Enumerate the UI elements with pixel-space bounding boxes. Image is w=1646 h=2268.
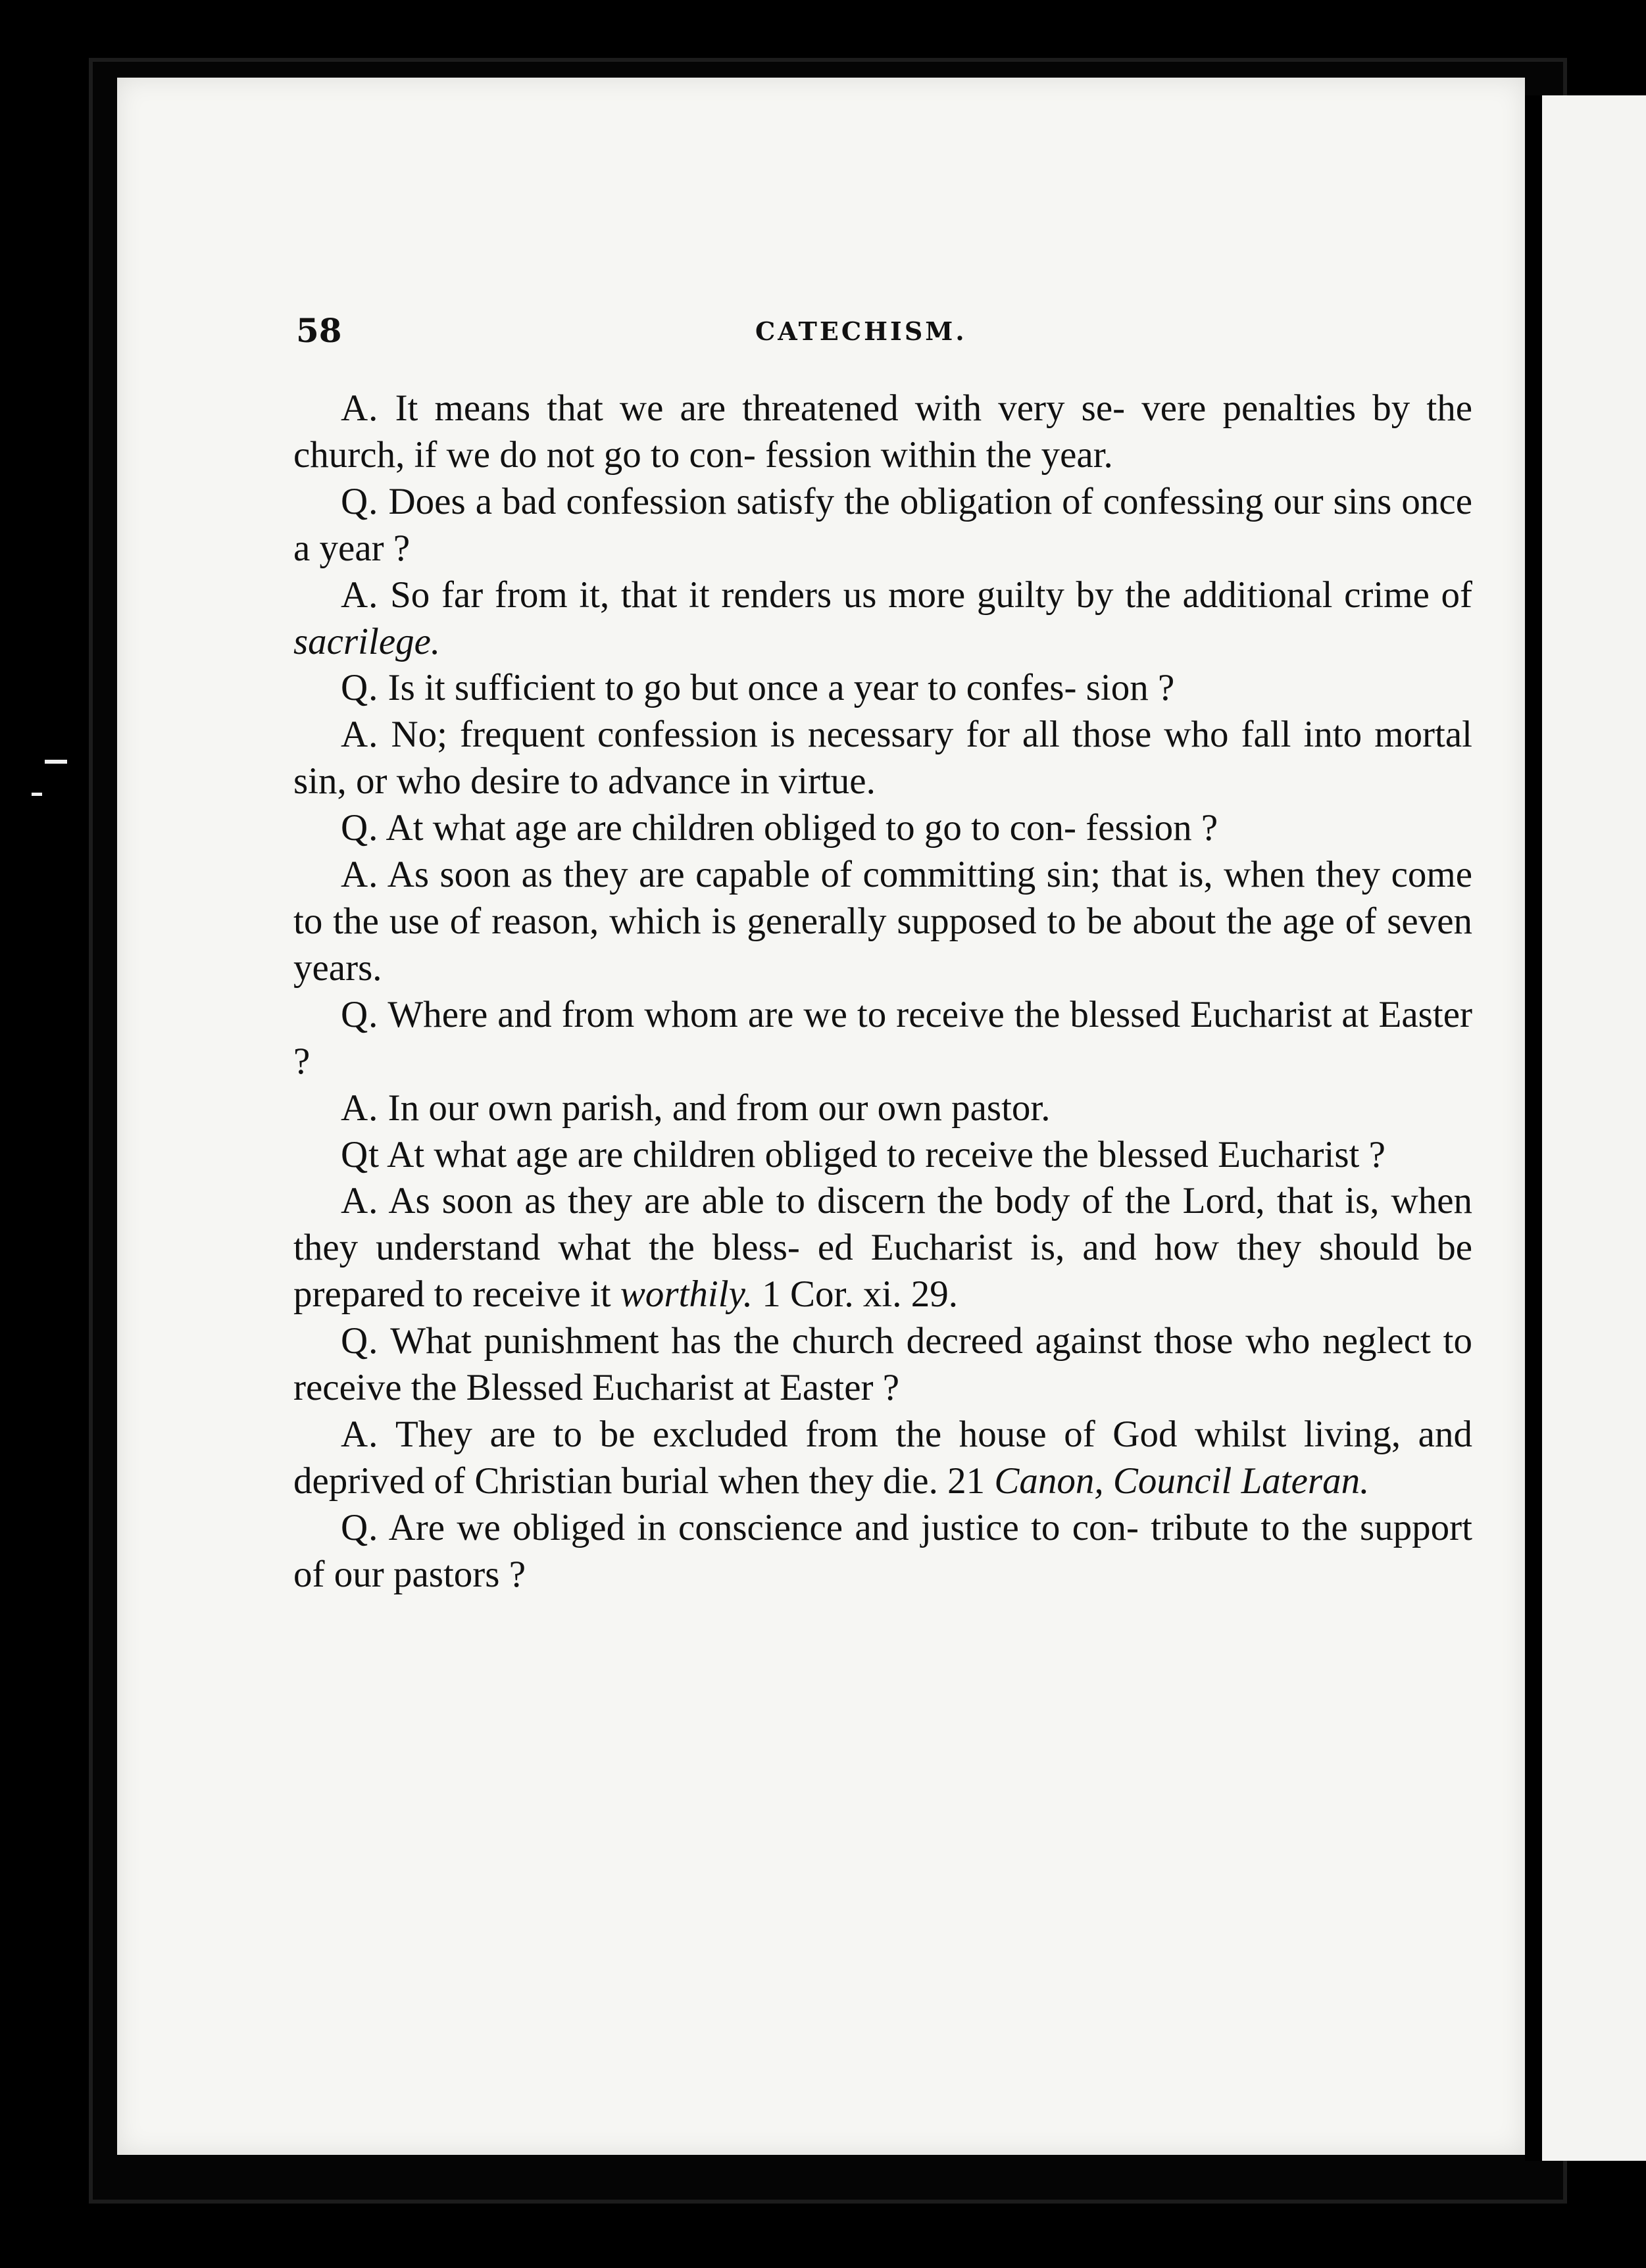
paragraph-text: Is it sufficient to go but once a year to confes- sion ? [387, 667, 1175, 709]
answer-paragraph [293, 712, 1472, 805]
paragraph-label: A. [341, 1413, 379, 1455]
paragraph-text: Does a bad confession satisfy the obligation of confessing our sins once a year ? [293, 480, 1472, 569]
answer-paragraph [293, 385, 1472, 479]
paragraph-label: Q. [341, 667, 379, 709]
italic-text: sacrilege. [293, 620, 441, 662]
paragraph-label: A. [341, 854, 379, 896]
paragraph-label: Q. [341, 993, 379, 1035]
question-paragraph [293, 805, 1472, 852]
paragraph-label: A. [341, 714, 379, 756]
book-page [117, 78, 1525, 2155]
paragraph-label: Q. [341, 1506, 379, 1548]
question-paragraph [293, 1318, 1472, 1412]
paragraph-text: At what age are children obliged to receive the blessed Eucharist ? [387, 1133, 1385, 1175]
question-paragraph [293, 1132, 1472, 1179]
paragraph-text: It means that we are threatened with very se- vere penalties by the church, if we do not go to con- fession within the year. [293, 387, 1473, 476]
question-paragraph [293, 992, 1472, 1085]
answer-paragraph [293, 1412, 1472, 1505]
paragraph-text: What punishment has the church decreed against those who neglect to receive the Blessed Eucharist at Easter ? [293, 1320, 1472, 1409]
question-paragraph [293, 1505, 1472, 1598]
paragraph-text: So far from it, that it renders us more guilty by the additional crime of [390, 574, 1473, 616]
answer-paragraph [293, 572, 1472, 666]
paragraph-text: In our own parish, and from our own pastor. [387, 1087, 1051, 1129]
paragraph-text: At what age are children obliged to go to con- fession ? [386, 807, 1218, 849]
italic-text: Canon, Council Lateran. [994, 1460, 1370, 1502]
page-header [117, 311, 1525, 357]
paragraph-label: Q. [341, 480, 379, 522]
paragraph-text: As soon as they are able to discern the body of the Lord, that is, when they understand what the bless- ed Eucharist is, and how they should be prepared to receive it [293, 1180, 1473, 1316]
paragraph-label: Q. [341, 1320, 379, 1362]
catechism-text [293, 385, 1472, 1598]
paragraph-label: Qt [341, 1133, 380, 1175]
paragraph-label: A. [341, 574, 379, 616]
answer-paragraph [293, 1085, 1472, 1132]
italic-text: worthily. [620, 1273, 753, 1316]
question-paragraph [293, 479, 1472, 572]
facing-page-edge [1525, 95, 1646, 2161]
running-head: CATECHISM. [755, 316, 967, 346]
paragraph-label: A. [341, 1087, 379, 1129]
paragraph-text: No; frequent confession is necessary for all those who fall into mortal sin, or who desire to advance in virtue. [293, 714, 1473, 802]
scan-speck [45, 760, 67, 764]
paragraph-label: Q. [341, 807, 379, 849]
paragraph-text: Where and from whom are we to receive the blessed Eucharist at Easter ? [293, 993, 1472, 1082]
page-number: 58 [296, 311, 342, 350]
paragraph-text: Are we obliged in conscience and justice to con- tribute to the support of our pastors ? [293, 1506, 1473, 1595]
question-paragraph [293, 665, 1472, 712]
answer-paragraph [293, 1178, 1472, 1318]
paragraph-label: A. [341, 1180, 379, 1222]
answer-paragraph [293, 852, 1472, 992]
paragraph-text: They are to be excluded from the house of God whilst living, and deprived of Christian burial when they die. 21 [293, 1413, 1472, 1502]
scan-speck [32, 793, 42, 796]
paragraph-text: 1 Cor. xi. 29. [753, 1273, 958, 1316]
paragraph-label: A. [341, 387, 379, 429]
paragraph-text: As soon as they are capable of committing sin; that is, when they come to the use of reason, which is generally supposed to be about the age of seven years. [293, 854, 1473, 989]
